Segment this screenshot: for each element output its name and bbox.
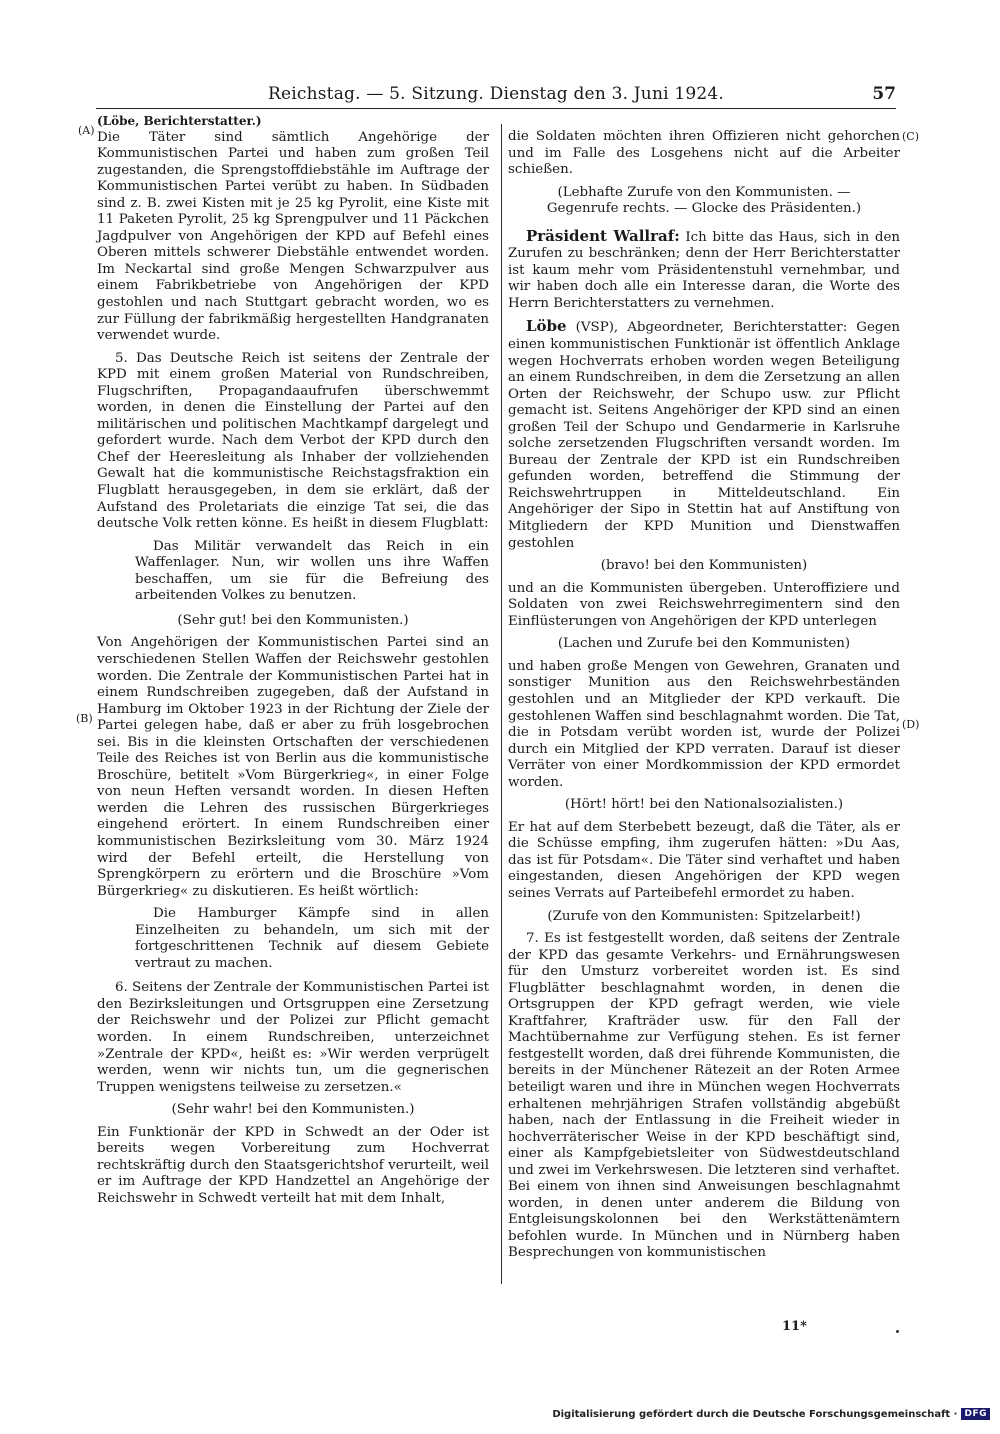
interjection: (Sehr gut! bei den Kommunisten.) [177,612,409,628]
paragraph: 7. Es ist festgestellt worden, daß seitens der Zentrale der KPD das gesamte Verkehrs- und Ernährungswesen für den Umsturz vorbereitet worden ist. Es sind Flugblätter beschlagnahmt worden, in denen die Ortsgruppen der KPD gefragt werden, wie viele Kraftfahrer, Krafträder usw. für den Fall der Machtübernahme zur Verfügung stehen. Es ist ferner festgestellt worden, daß drei führende Kommunisten, die bereits in der Münchener Rätezeit an der Roten Armee beteiligt waren und ihre in München wegen Hochverrats erhaltenen mehrjährigen Strafen vollständig abgebüßt haben, nach der Entlassung in die Freiheit wieder in hochverräterischer Weise in der KPD beschäftigt sind, einer als Kampfgebietsleiter von Südwestdeutschland und zwei im Verkehrswesen. Die letzteren sind verhaftet. Bei einem von ihnen sind Anweisungen beschlagnahmt worden, in denen unter anderem die Bildung von Entgleisungskolonnen bei den Werkstättenämtern befohlen wurde. In München und in Nürnberg haben Besprechungen von kommunistischen [508,931,900,1261]
running-title: Reichstag. — 5. Sitzung. Dienstag den 3. Juni 1924. [267,84,725,104]
interjection: (Sehr wahr! bei den Kommunisten.) [171,1102,415,1118]
paragraph: und haben große Mengen von Gewehren, Granaten und sonstiger Munition aus den Reichswehrbeständen gestohlen und an Mitglieder der KPD verkauft. Die gestohlenen Waffen sind beschlagnahmt worden. Die Tat, die in Potsdam verübt worden ist, wurde der Polizei durch ein Mitglied der KPD verraten. Darauf ist dieser Verräter von einer Mordkommission der KPD ermordet worden. [508,658,900,790]
interjection: (bravo! bei den Kommunisten) [600,558,808,574]
sheet-signature: 11* [782,1319,807,1334]
speaker-name: Präsident Wallraf: [526,226,680,245]
block-quote: Das Militär verwandelt das Reich in ein Waffenlager. Nun, wir wollen uns ihre Waffen beschaffen, um sie für die Befreiung des arbeitenden Volkes zu benutzen. [135,538,489,604]
margin-mark-b: (B) [76,712,93,725]
page-header [96,82,896,109]
margin-mark-d: (D) [902,718,920,731]
paragraph: Die Täter sind sämtlich Angehörige der Kommunistischen Partei und haben zum großen Teil zugestanden, die Sprengstoffdiebstähle im Auftrage der Kommunistischen Partei verübt zu haben. In Südbaden sind z. B. zwei Kisten mit je 25 kg Pyrolit, eine Kiste mit 11 Paketen Pyrolit, 25 kg Sprengpulver und 11 Päckchen Jagdpulver von Angehörigen der KPD auf Befehl eines Oberen mittels schwerer Diebstähle entwendet worden. Im Neckartal sind große Mengen Schwarzpulver aus einem Fabrikbetriebe von Angehörigen der KPD gestohlen und nach Stuttgart gebracht worden, wo es zur Füllung der fabrikmäßig hergestellten Handgranaten verwendet wurde. [97,129,489,344]
ink-dot [896,1330,899,1333]
right-column [508,129,900,1268]
speaker-continuation: (Löbe, Berichterstatter.) [97,114,262,128]
paragraph: 5. Das Deutsche Reich ist seitens der Zentrale der KPD mit einem großen Material von Rundschreiben, Flugschriften, Propagandaaufrufen überschwemmt worden, in denen die Einstellung der Partei auf den militärischen und politischen Machtkampf dargelegt und gefordert wurde. Nach dem Verbot der KPD durch den Chef der Heeresleitung als Inhaber der vollziehenden Gewalt hat die kommunistische Reichstagsfraktion ein Flugblatt herausgegeben, in dem sie erklärt, daß der Aufstand des Proletariats die einzige Tat sei, die das deutsche Volk retten könne. Es heißt in diesem Flugblatt: [97,350,489,532]
page-number: 57 [872,84,896,104]
paragraph: und an die Kommunisten übergeben. Unteroffiziere und Soldaten von zwei Reichswehrregimentern sind den Einflüsterungen von Angehörigen der KPD unterlegen [508,580,900,629]
margin-mark-c: (C) [902,130,919,143]
speaker-name: Löbe [526,317,567,336]
interjection: (Lachen und Zurufe bei den Kommunisten) [557,636,851,652]
paragraph: Ein Funktionär der KPD in Schwedt an der Oder ist bereits wegen Vorbereitung zum Hochverrat rechtskräftig durch den Staatsgerichtshof verurteilt, weil er im Auftrage der KPD Handzettel an Angehörige der Reichswehr in Schwedt verteilt hat mit dem Inhalt, [97,1124,489,1206]
paragraph: Er hat auf dem Sterbebett bezeugt, daß die Täter, als er die Schüsse empfing, ihm zugerufen hätten: »Du Aas, das ist für Potsdam«. Die Täter sind verhaftet und haben eingestanden, diesen Angehörigen der KPD wegen seines Verrats auf Parteibefehl ermordet zu haben. [508,819,900,901]
interjection: (Zurufe von den Kommunisten: Spitzelarbeit!) [547,908,861,924]
president-statement [508,228,900,313]
block-quote: Die Hamburger Kämpfe sind in allen Einzelheiten zu behandeln, um sich mit der fortgeschrittenen Technik auf diesem Gebiete vertraut zu machen. [135,906,489,971]
left-column [97,113,489,1213]
paragraph: Von Angehörigen der Kommunistischen Partei sind an verschiedenen Stellen Waffen der Reichswehr gestohlen worden. Die Zentrale der Kommunistischen Partei hat in einem Rundschreiben zugegeben, daß der Aufstand in Hamburg im Oktober 1923 in der Richtung der Ziele der Partei gelegen habe, daß er aber zu früh losgebrochen sei. Bis in die kleinsten Ortschaften der verschiedenen Teile des Reiches ist von Berlin aus die kommunistische Broschüre, betitelt »Vom Bürgerkrieg«, in einer Folge von neun Heften versandt worden. In diesen Heften werden die Lehren des russischen Bürgerkrieges eingehend erörtert. In einem Rundschreiben einer kommunistischen Bezirksleitung vom 30. März 1924 wird der Befehl erteilt, die Herstellung von Sprengkörpern zu erörtern und die Broschüre »Vom Bürgerkrieg« zu diskutieren. Es heißt wörtlich: [97,635,489,899]
footer-text: Digitalisierung gefördert durch die Deutsche Forschungsgemeinschaft · [552,1408,958,1420]
interjection: (Lebhafte Zurufe von den Kommunisten. — Gegenrufe rechts. — Glocke des Präsidenten.) [546,184,862,217]
dfg-logo-icon: DFG [961,1408,990,1420]
paragraph: 6. Seitens der Zentrale der Kommunistischen Partei ist den Bezirksleitungen und Ortsgruppen eine Zersetzung der Reichswehr und der Polizei zur Pflicht gemacht worden. In einem Rundschreiben, unterzeichnet »Zentrale der KPD«, heißt es: »Wir werden verprügelt werden, wenn wir nichts tun, um die gegnerischen Truppen wenigstens teilweise zu zersetzen.« [97,980,490,1095]
digitization-footer [552,1408,990,1420]
paragraph: die Soldaten möchten ihren Offizieren nicht gehorchen und im Falle des Losgehens nicht auf die Arbeiter schießen. [508,129,900,178]
margin-mark-a: (A) [78,124,95,137]
statement-text: Ich bitte das Haus, sich in den Zurufen zu beschränken; denn der Herr Berichterstatter ist kaum mehr vom Präsidentenstuhl vernehmbar, und wir haben doch alle ein Interesse daran, die Worte des Herrn Berichterstatters zu vernehmen. [508,229,900,311]
column-divider [501,124,502,1284]
statement-text: (VSP), Abgeordneter, Berichterstatter: Gegen einen kommunistischen Funktionär ist öffentlich Anklage wegen Hochverrats erhoben worden wegen Beteiligung an einem Rundschreiben, in dem die Zersetzung an allen Orten der Reichswehr, der Schupo usw. zur Pflicht gemacht ist. Seitens Angehöriger der KPD sind an einen großen Teil der Schupo und Gendarmerie in Karlsruhe solche zersetzenden Flugschriften versandt worden. Im Bureau der Zentrale der KPD ist ein Rundschreiben gefunden worden, betreffend die Stimmung der Reichswehrtruppen in Mitteldeutschland. Ein Angehöriger der Sipo in Stettin hat auf Anstiftung von Mitgliedern der KPD Munition und Dienstwaffen gestohlen [508,320,900,551]
loebe-statement [508,318,900,552]
interjection: (Hört! hört! bei den Nationalsozialisten.) [564,797,844,813]
